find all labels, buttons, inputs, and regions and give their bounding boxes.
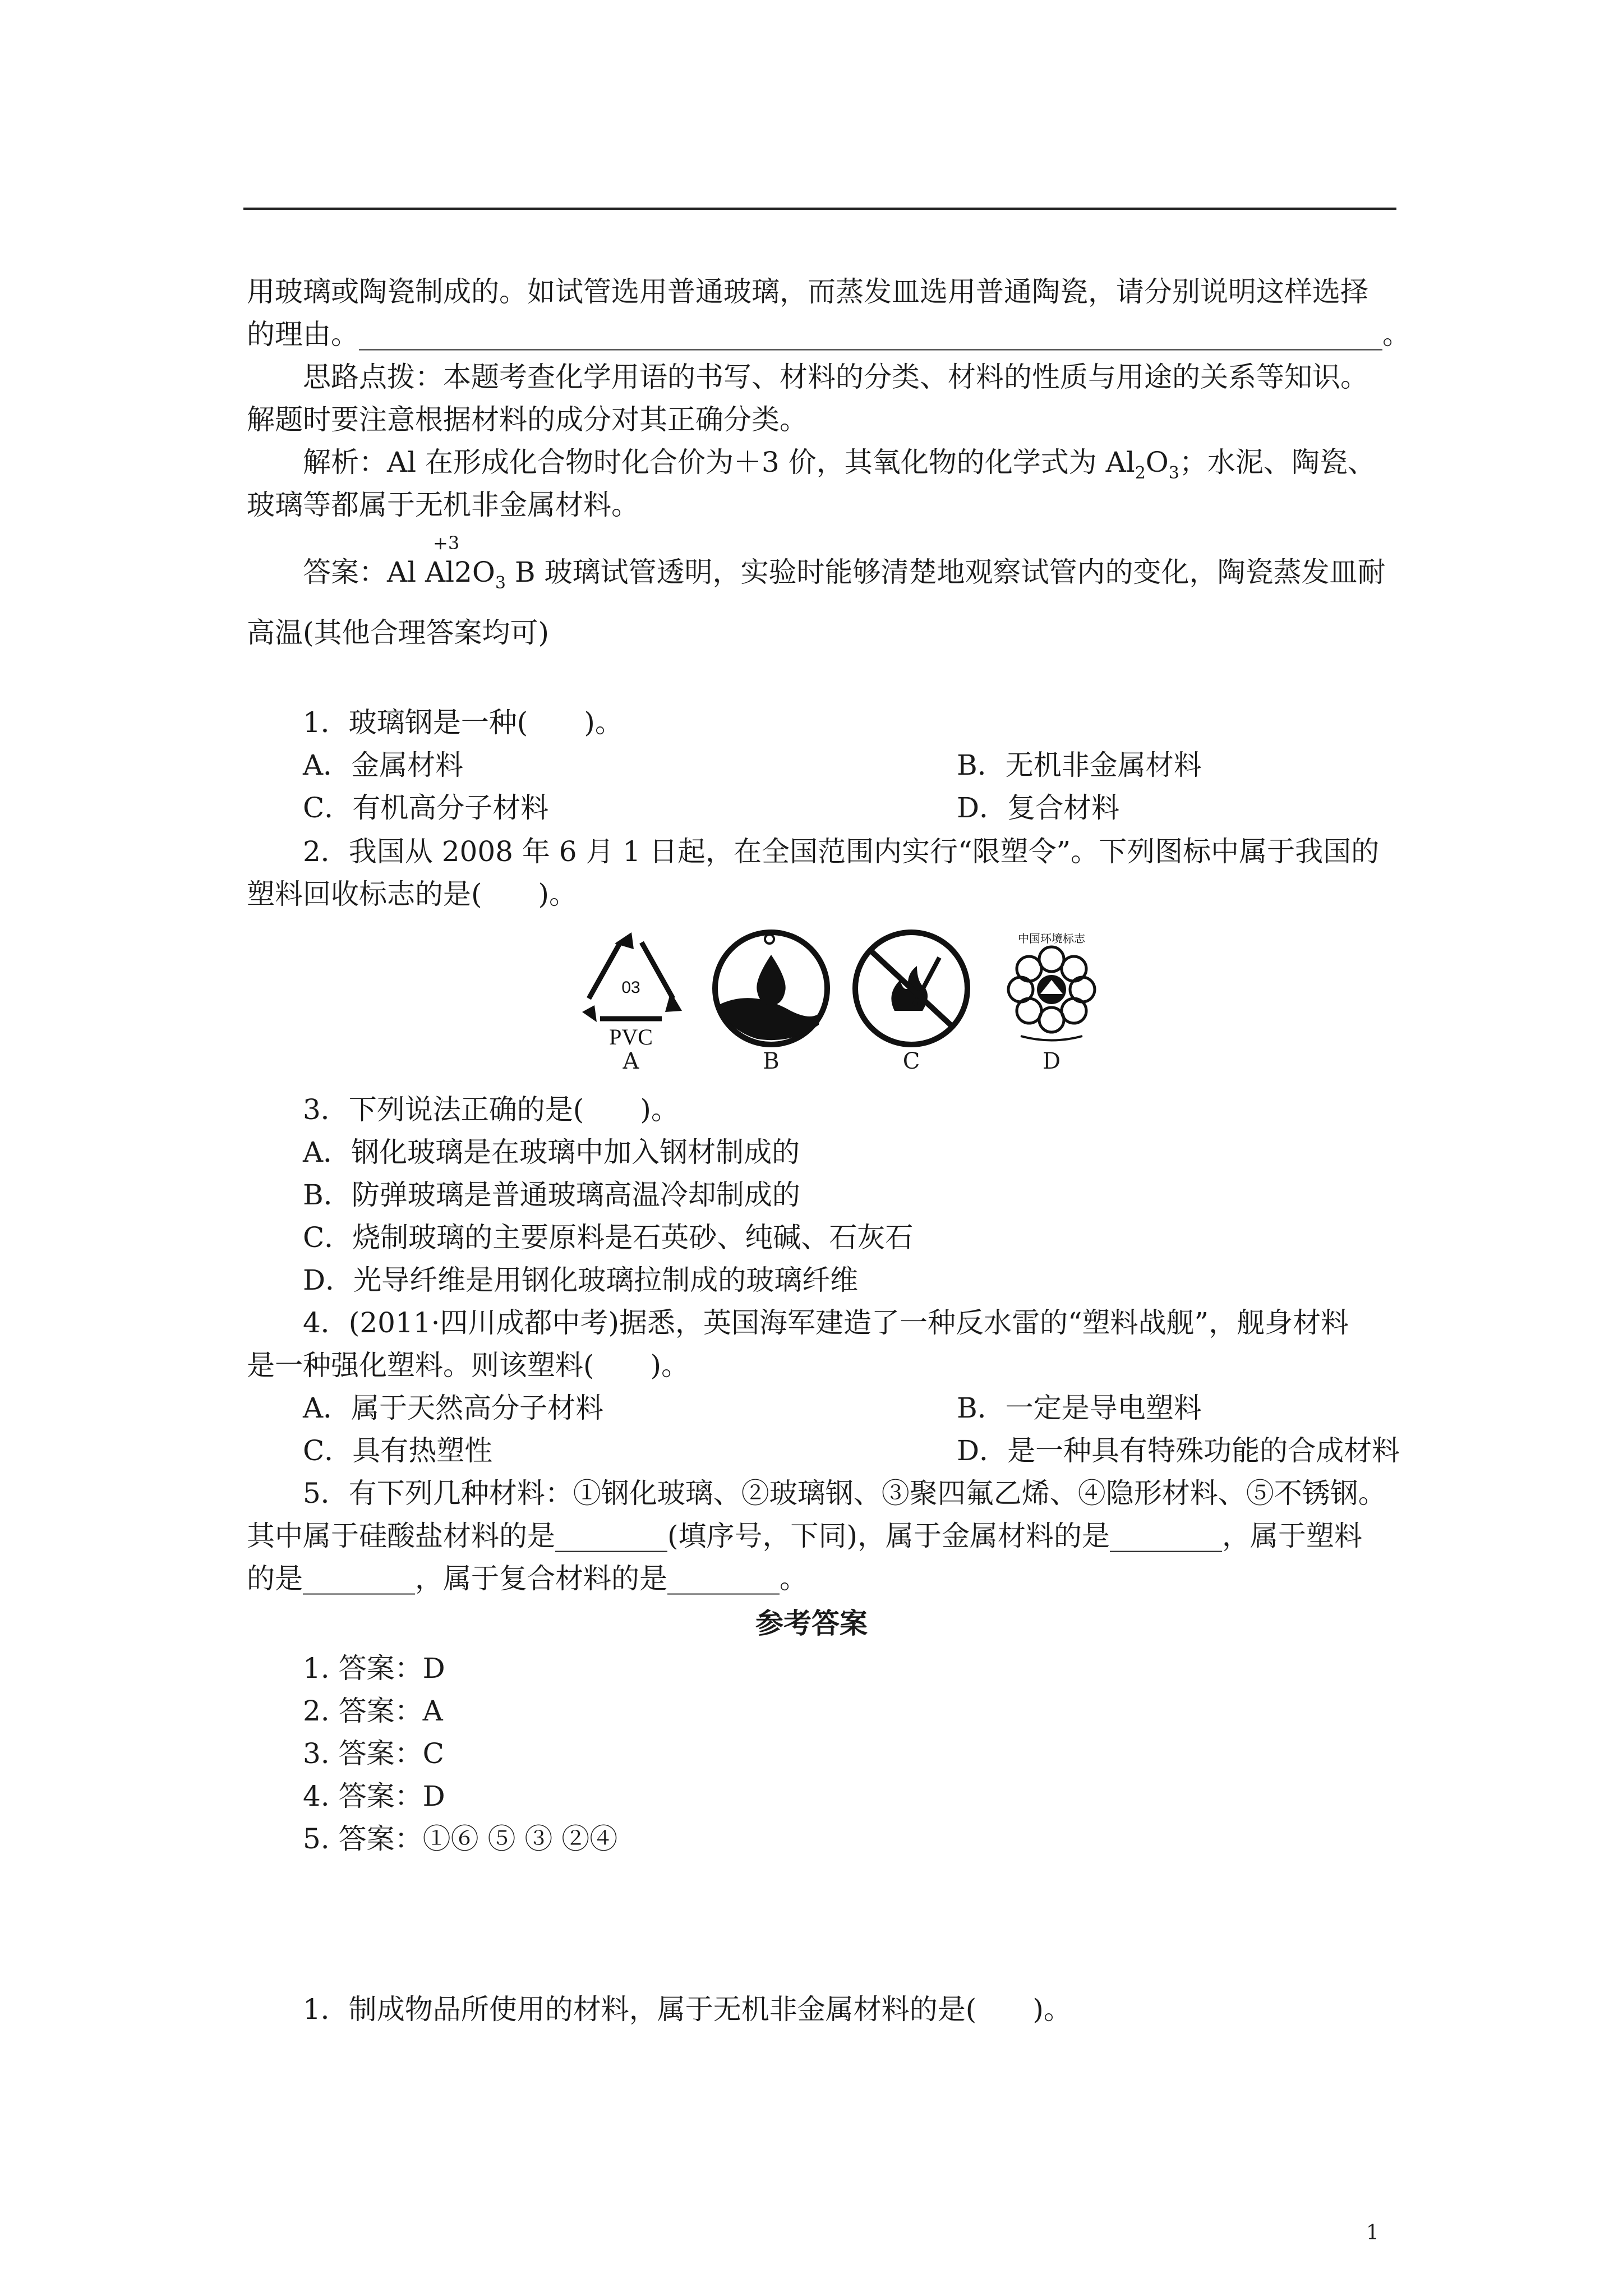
q3-option-a: A．钢化玻璃是在玻璃中加入钢材制成的 bbox=[303, 1136, 800, 1168]
tip-line-2: 解题时要注意根据材料的成分对其正确分类。 bbox=[247, 403, 808, 436]
next-question: 1．制成物品所使用的材料，属于无机非金属材料的是( )。 bbox=[303, 1993, 1072, 2026]
q4-option-d: D．是一种具有特殊功能的合成材料 bbox=[957, 1434, 1400, 1467]
recycle-pvc-icon bbox=[566, 927, 695, 1050]
icon-label-b: B bbox=[763, 1048, 780, 1074]
q4-option-a: A．属于天然高分子材料 bbox=[303, 1392, 604, 1424]
valence-superscript: +3 bbox=[433, 532, 460, 554]
q5-line-3: 的是________，属于复合材料的是________。 bbox=[247, 1562, 808, 1595]
tip-line-1: 思路点拨：本题考查化学用语的书写、材料的分类、材料的性质与用途的关系等知识。 bbox=[303, 361, 1368, 393]
q1-option-b: B．无机非金属材料 bbox=[957, 749, 1202, 781]
q3-option-b: B．防弹玻璃是普通玻璃高温冷却制成的 bbox=[303, 1179, 800, 1211]
reference-answer-2: 2. 答案：A bbox=[303, 1695, 443, 1727]
analysis-line-1: 解析：Al 在形成化合物时化合价为＋3 价，其氧化物的化学式为 $Al_2O_3$；水泥、陶瓷、 bbox=[303, 446, 1376, 483]
answer-line-1: 答案：Al $Al2O_3$ B 玻璃试管透明，实验时能够清楚地观察试管内的变化，陶瓷蒸发皿耐 bbox=[303, 556, 1386, 593]
q2-line-2: 塑料回收标志的是( )。 bbox=[247, 878, 578, 910]
no-fire-icon bbox=[847, 927, 976, 1050]
water-drop-icon bbox=[707, 927, 836, 1050]
header-rule bbox=[243, 208, 1396, 210]
q1-option-d: D．复合材料 bbox=[957, 792, 1120, 824]
reference-answer-4: 4. 答案：D bbox=[303, 1780, 445, 1812]
q3-option-d: D．光导纤维是用钢化玻璃拉制成的玻璃纤维 bbox=[303, 1264, 859, 1296]
q2-icon-options bbox=[566, 927, 1116, 1073]
q4-option-c: C．具有热塑性 bbox=[303, 1434, 493, 1467]
reference-answer-3: 3. 答案：C bbox=[303, 1737, 444, 1770]
intro-line-2: 的理由。_________________________________________________________________________。 bbox=[247, 318, 1410, 351]
q4-line-1: 4．(2011·四川成都中考)据悉，英国海军建造了一种反水雷的“塑料战舰”，舰身材料 bbox=[303, 1306, 1349, 1339]
q1-option-c: C．有机高分子材料 bbox=[303, 792, 549, 824]
recycle-pvc-text: PVC bbox=[609, 1024, 653, 1050]
answer-line-2: 高温(其他合理答案均可) bbox=[247, 616, 550, 649]
q1-option-a: A．金属材料 bbox=[303, 749, 464, 781]
icon-label-a: A bbox=[623, 1048, 639, 1074]
reference-answer-5: 5. 答案：①⑥ ⑤ ③ ②④ bbox=[303, 1823, 618, 1855]
analysis-line-2: 玻璃等都属于无机非金属材料。 bbox=[247, 489, 639, 521]
icon-label-c: C bbox=[902, 1048, 920, 1074]
q5-line-2: 其中属于硅酸盐材料的是________(填序号，下同)，属于金属材料的是________，属于塑料 bbox=[247, 1520, 1363, 1552]
recycle-code: 03 bbox=[621, 978, 640, 997]
q5-line-1: 5．有下列几种材料：①钢化玻璃、②玻璃钢、③聚四氟乙烯、④隐形材料、⑤不锈钢。 bbox=[303, 1477, 1386, 1510]
reference-answer-1: 1. 答案：D bbox=[303, 1652, 445, 1685]
china-environmental-label-icon bbox=[987, 927, 1116, 1050]
env-label-text: 中国环境标志 bbox=[1018, 932, 1085, 945]
intro-line-1: 用玻璃或陶瓷制成的。如试管选用普通玻璃，而蒸发皿选用普通陶瓷，请分别说明这样选择 bbox=[247, 275, 1368, 308]
icon-label-d: D bbox=[1042, 1048, 1061, 1074]
q1-stem: 1．玻璃钢是一种( )。 bbox=[303, 706, 623, 739]
q4-line-2: 是一种强化塑料。则该塑料( )。 bbox=[247, 1349, 690, 1382]
reference-title: 参考答案 bbox=[755, 1607, 868, 1640]
q3-stem: 3．下列说法正确的是( )。 bbox=[303, 1093, 679, 1126]
page-number: 1 bbox=[1366, 2221, 1379, 2244]
q2-line-1: 2．我国从 2008 年 6 月 1 日起，在全国范围内实行“限塑令”。下列图标中属于我国的 bbox=[303, 835, 1380, 868]
q4-option-b: B．一定是导电塑料 bbox=[957, 1392, 1202, 1424]
q3-option-c: C．烧制玻璃的主要原料是石英砂、纯碱、石灰石 bbox=[303, 1221, 914, 1254]
